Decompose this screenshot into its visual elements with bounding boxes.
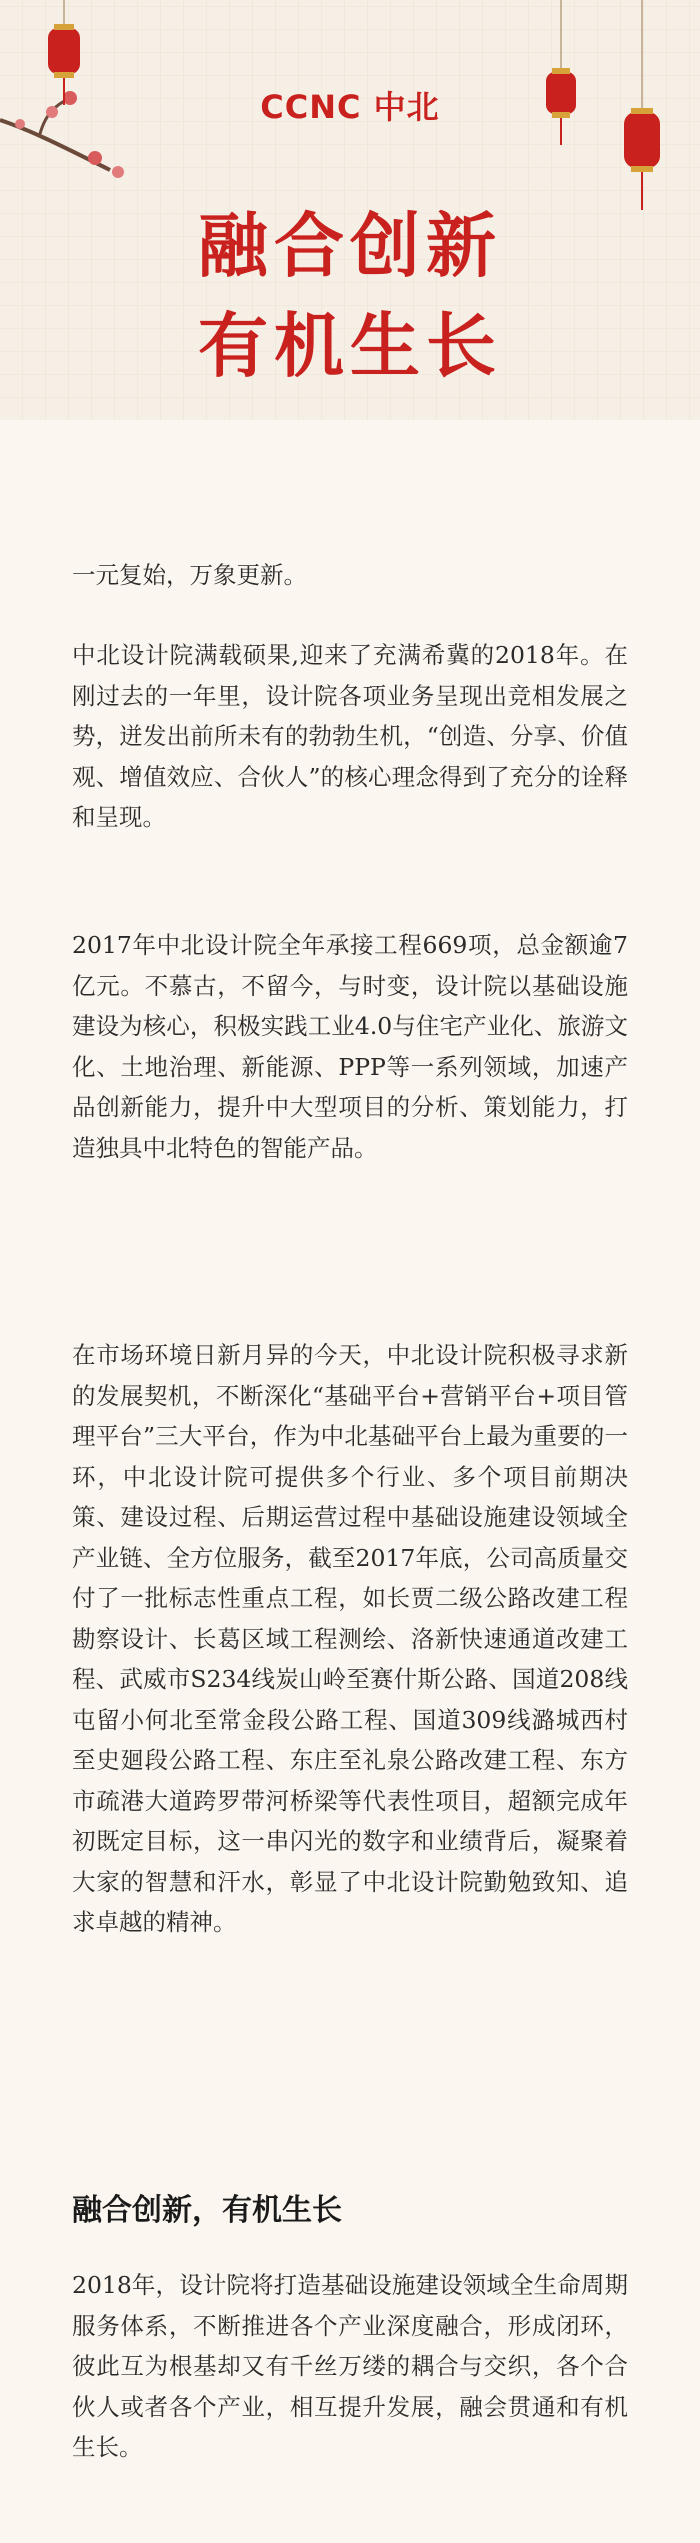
paragraph: 2018年，设计院将打造基础设施建设领域全生命周期服务体系，不断推进各个产业深度融合，形成闭环，彼此互为根基却又有千丝万缕的耦合与交织，各个合伙人或者各个产业，相互提升发展，融会贯通和有机生长。 [72, 2271, 628, 2461]
page-title-line2: 有机生长 [198, 305, 502, 387]
header-banner [0, 0, 700, 420]
paragraph: 在市场环境日新月异的今天，中北设计院积极寻求新的发展契机，不断深化“基础平台+营销平台+项目管理平台”三大平台，作为中北基础平台上最为重要的一环，中北设计院可提供多个行业、多个项目前期决策、建设过程、后期运营过程中基础设施建设领域全产业链、全方位服务，截至2017年底，公司高质量交付了一批标志性重点工程，如长贾二级公路改建工程勘察设计、长葛区域工程测绘、洛新快速通道改建工程、武威市S234线炭山岭至赛什斯公路、国道208线屯留小何北至常金段公路工程、国道309线潞城西村至史廻段公路工程、东庄至礼泉公路改建工程、东方市疏港大道跨罗带河桥梁等代表性项目，超额完成年初既定目标，这一串闪光的数字和业绩背后，凝聚着大家的智慧和汗水，彰显了中北设计院勤勉致知、追求卓越的精神。 [72, 1341, 628, 1936]
company-logo: CCNC 中北 [260, 88, 440, 126]
paragraph: 中北设计院满载硕果,迎来了充满希冀的2018年。在刚过去的一年里，设计院各项业务呈现出竞相发展之势，迸发出前所未有的勃勃生机，“创造、分享、价值观、增值效应、合伙人”的核心理念得到了充分的诠释和呈现。 [72, 641, 628, 831]
paragraph: 2017年中北设计院全年承接工程669项，总金额逾7亿元。不慕古，不留今，与时变，设计院以基础设施建设为核心，积极实践工业4.0与住宅产业化、旅游文化、土地治理、新能源、PPP等一系列领域，加速产品创新能力，提升中大型项目的分析、策划能力，打造独具中北特色的智能产品。 [72, 931, 628, 1162]
paragraph: 一元复始，万象更新。 [72, 561, 307, 589]
section-heading: 融合创新，有机生长 [72, 2193, 342, 2228]
page-title-line1: 融合创新 [198, 205, 502, 287]
